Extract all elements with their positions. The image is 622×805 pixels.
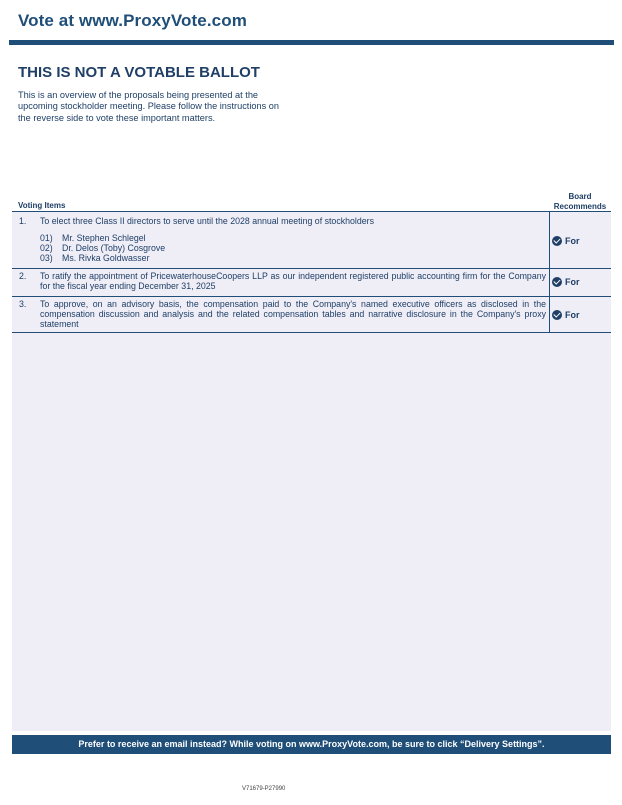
nominee-name: Ms. Rivka Goldwasser xyxy=(62,253,150,263)
nominee-row xyxy=(40,254,150,264)
nominee-number: 03) xyxy=(40,253,53,263)
recommendation-item-3 xyxy=(552,310,580,320)
recommendation-item-1 xyxy=(552,236,580,246)
nominee-number: 02) xyxy=(40,243,53,253)
row-divider xyxy=(12,268,611,269)
recommendation-label: For xyxy=(565,236,580,246)
intro-line: This is an overview of the proposals being presented at the xyxy=(18,90,259,100)
recommendation-label: For xyxy=(565,277,580,287)
nominee-name: Mr. Stephen Schlegel xyxy=(62,233,146,243)
item-number: 1. xyxy=(19,216,27,226)
ballot-title: THIS IS NOT A VOTABLE BALLOT xyxy=(18,64,260,81)
board-recommends-header xyxy=(548,192,612,211)
nominee-name: Dr. Delos (Toby) Cosgrove xyxy=(62,243,166,253)
intro-text xyxy=(18,90,318,124)
row-divider xyxy=(12,296,611,297)
intro-line: the reverse side to vote these important matters. xyxy=(18,112,216,123)
item-number: 3. xyxy=(19,299,27,309)
email-notice-bar: Prefer to receive an email instead? While voting on www.ProxyVote.com, be sure to click “Delivery Settings”. xyxy=(12,735,611,754)
checkmark-icon xyxy=(552,236,562,246)
item-text: To elect three Class II directors to serve until the 2028 annual meeting of stockholders xyxy=(40,216,374,226)
header-rule xyxy=(9,40,614,45)
document-code: V71679-P27990 xyxy=(242,786,286,792)
checkmark-icon xyxy=(552,277,562,287)
item-text: To ratify the appointment of PricewaterhouseCoopers LLP as our independent registered public accounting firm for the Company for the fiscal year ending December 31, 2025 xyxy=(40,271,546,291)
column-divider xyxy=(549,211,550,332)
item-text: To approve, on an advisory basis, the compensation paid to the Company's named executive officers as disclosed in the compensation discussion and analysis and the related compensation tables and narrative disclosure in the Company's proxy statement xyxy=(40,299,546,329)
recommendation-item-2 xyxy=(552,277,580,287)
board-header-line: Recommends xyxy=(553,201,607,211)
voting-items-header: Voting Items xyxy=(18,201,66,210)
nominee-number: 01) xyxy=(40,233,53,243)
recommendation-label: For xyxy=(565,310,580,320)
intro-line: upcoming stockholder meeting. Please follow the instructions on xyxy=(18,101,279,112)
checkmark-icon xyxy=(552,310,562,320)
header-title: Vote at www.ProxyVote.com xyxy=(18,11,247,30)
row-divider xyxy=(12,332,611,333)
board-header-line: Board xyxy=(568,192,592,201)
item-number: 2. xyxy=(19,271,27,281)
